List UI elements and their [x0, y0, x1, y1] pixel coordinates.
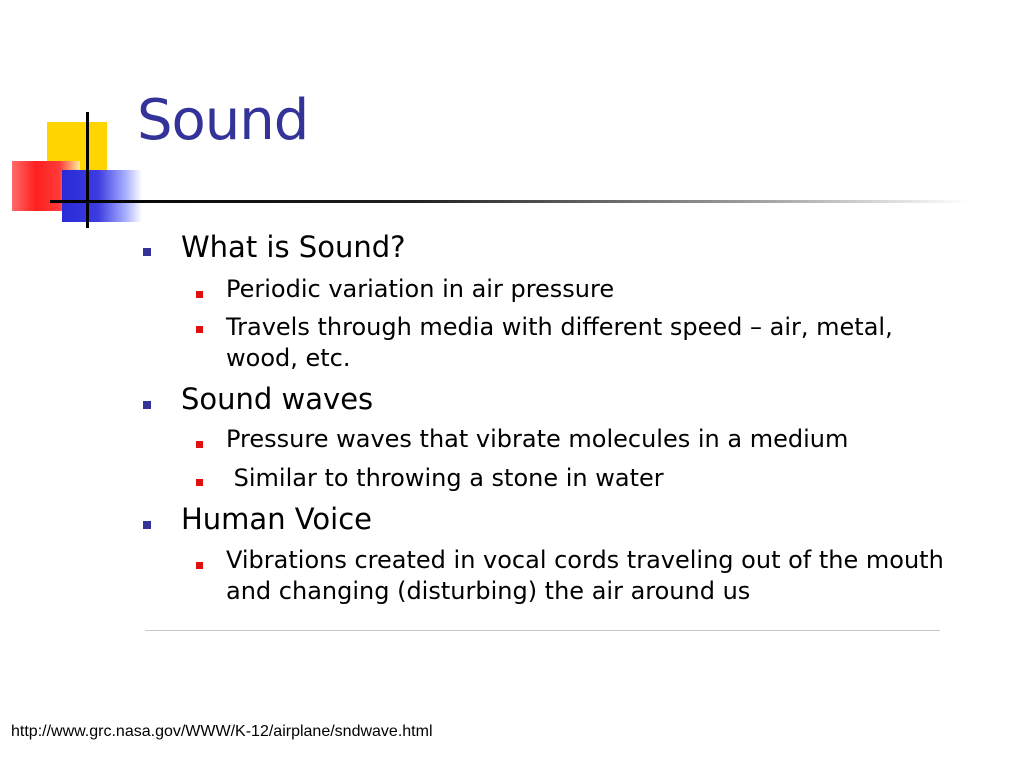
- slide-title: Sound: [137, 88, 309, 153]
- bullet-marker-level2: [196, 479, 203, 486]
- source-url-link[interactable]: http://www.grc.nasa.gov/WWW/K-12/airplane/sndwave.html: [11, 723, 433, 740]
- bullet-human-voice: Human Voice: [181, 502, 372, 536]
- decor-blue-square: [62, 170, 142, 222]
- bullet-marker-level2: [196, 562, 203, 569]
- bullet-marker-level1: [143, 521, 151, 529]
- bullet-marker-level2: [196, 441, 203, 448]
- sub-bullet-periodic-variation: Periodic variation in air pressure: [226, 275, 615, 303]
- sub-bullet-pressure-waves: Pressure waves that vibrate molecules in a medium: [226, 425, 849, 453]
- decor-vertical-line: [86, 112, 89, 228]
- sub-bullet-vocal-cords: Vibrations created in vocal cords traveling out of the mouth and changing (disturbing) the air around us: [226, 546, 944, 605]
- title-underline-rule: [50, 200, 970, 203]
- sub-bullet-travels-through-media: Travels through media with different speed – air, metal, wood, etc.: [226, 313, 893, 372]
- bullet-what-is-sound: What is Sound?: [181, 230, 406, 264]
- bullet-marker-level2: [196, 291, 203, 298]
- sub-bullet-stone-in-water: Similar to throwing a stone in water: [226, 464, 664, 492]
- bullet-marker-level1: [143, 248, 151, 256]
- footer-divider: [145, 630, 940, 631]
- bullet-marker-level2: [196, 326, 203, 333]
- bullet-sound-waves: Sound waves: [181, 382, 374, 416]
- bullet-marker-level1: [143, 401, 151, 409]
